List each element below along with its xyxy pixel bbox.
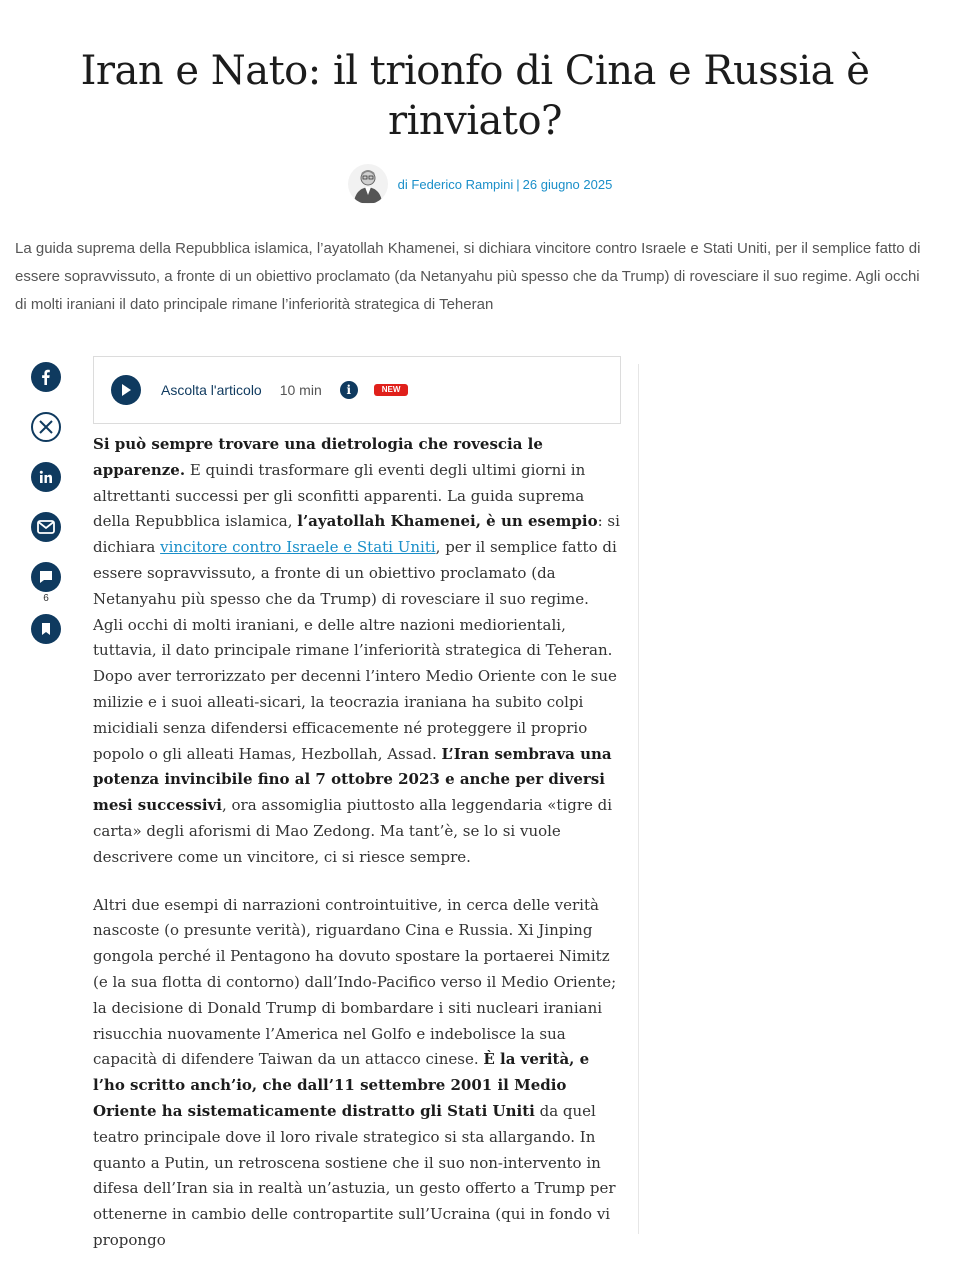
byline xyxy=(0,164,960,204)
audio-player xyxy=(93,356,621,424)
bold-text: L’Iran sembrava una potenza invincibile fino al 7 ottobre 2023 e anche per diversi mesi successivi xyxy=(93,744,612,815)
bookmark-icon xyxy=(40,622,52,636)
article-paragraph-1 xyxy=(93,432,623,871)
play-button[interactable] xyxy=(111,375,141,405)
article-title: Iran e Nato: il trionfo di Cina e Russia è rinviato? xyxy=(80,48,870,144)
bold-text: Si può sempre trovare una dietrologia che rovescia le apparenze. xyxy=(93,435,543,479)
bookmark-button[interactable] xyxy=(31,614,61,644)
share-bar xyxy=(30,362,62,664)
publish-date: 26 giugno 2025 xyxy=(522,176,613,192)
column-divider xyxy=(638,364,639,1234)
article-paragraph-2 xyxy=(93,893,623,1254)
article-body xyxy=(93,432,623,1276)
author-avatar[interactable] xyxy=(348,164,388,204)
linkedin-share-button[interactable] xyxy=(31,462,61,492)
email-share-button[interactable] xyxy=(31,512,61,542)
byline-text xyxy=(398,177,613,192)
byline-prefix: di xyxy=(397,176,408,192)
linkedin-icon xyxy=(38,469,54,485)
body-text: Altri due esempi di narrazioni controintuitive, in cerca delle verità nascoste (o presunte verità), riguardano Cina e Russia. Xi Jinping gongola perché il Pentagono ha dovuto spostare la portaerei Nimitz (e la sua flotta di contorno) dall’Indo-Pacifico verso il Medio Oriente; la decisione di Donald Trump di bombardare i siti nucleari iraniani risucchia nuovamente l’America nel Golfo e indebolisce la sua capacità di difendere Taiwan da un attacco cinese. xyxy=(93,895,617,1069)
x-share-button[interactable] xyxy=(31,412,61,442)
info-icon[interactable]: i xyxy=(340,381,358,399)
inline-link[interactable]: vincitore contro Israele e Stati Uniti xyxy=(160,538,436,557)
facebook-icon xyxy=(38,369,54,385)
facebook-share-button[interactable] xyxy=(31,362,61,392)
bold-text: l’ayatollah Khamenei, è un esempio xyxy=(297,512,598,531)
author-name[interactable]: Federico Rampini xyxy=(411,176,514,192)
comment-count: 6 xyxy=(43,593,49,604)
audio-duration: 10 min xyxy=(279,382,322,398)
new-badge: NEW xyxy=(374,384,409,396)
byline-separator: | xyxy=(516,176,520,192)
play-icon xyxy=(120,383,132,397)
body-text: , per il semplice fatto di essere sopravvissuto, a fronte di un obiettivo proclamato (da Netanyahu più spesso che da Trump) di rovesciare il suo regime. Agli occhi di molti iraniani, e delle altre nazioni mediorientali, tuttavia, il dato principale rimane l’inferiorità strategica di Teheran. Dopo aver terrorizzato per decenni l’intero Medio Oriente con le sue milizie e i suoi alleati-sicari, la teocrazia iraniana ha subito colpi micidiali senza difendersi efficacemente né proteggere il proprio popolo o gli alleati Hamas, Hezbollah, Assad. xyxy=(93,538,617,763)
article-summary: La guida suprema della Repubblica islamica, l’ayatollah Khamenei, si dichiara vincitore contro Israele e Stati Uniti, per il semplice fatto di essere sopravvissuto, a fronte di un obiettivo proclamato (da Netanyahu più spesso che da Trump) di rovesciare il suo regime. Agli occhi di molti iraniani il dato principale rimane l’inferiorità strategica di Teheran xyxy=(15,240,921,313)
comments-button[interactable] xyxy=(31,562,61,592)
body-text: , ora assomiglia piuttosto alla leggendaria «tigre di carta» degli aforismi di Mao Zedong. Ma tant’è, se lo si vuole descrivere come un vincitore, ci si riesce sempre. xyxy=(93,796,613,866)
comment-icon xyxy=(38,569,54,585)
email-icon xyxy=(37,520,55,534)
bold-text: È la verità, e l’ho scritto anch’io, che dall’11 settembre 2001 il Medio Oriente ha sistematicamente distratto gli Stati Uniti xyxy=(93,1050,590,1120)
body-text: E quindi trasformare gli eventi degli ultimi giorni in altrettanti successi per gli sconfitti apparenti. La guida suprema della Repubblica islamica, xyxy=(93,460,586,531)
body-text: : si dichiara xyxy=(93,512,620,557)
body-text: da quel teatro principale dove il loro rivale strategico si sta allargando. In quanto a Putin, un retroscena sostiene che il suo non-intervento in difesa dell’Iran sia in realtà un’astuzia, un gesto offerto a Trump per ottenerne in cambio delle contropartite sull’Ucraina (qui in fondo vi propongo xyxy=(93,1101,616,1249)
x-icon xyxy=(39,420,53,434)
listen-article-link[interactable]: Ascolta l'articolo xyxy=(161,382,262,398)
